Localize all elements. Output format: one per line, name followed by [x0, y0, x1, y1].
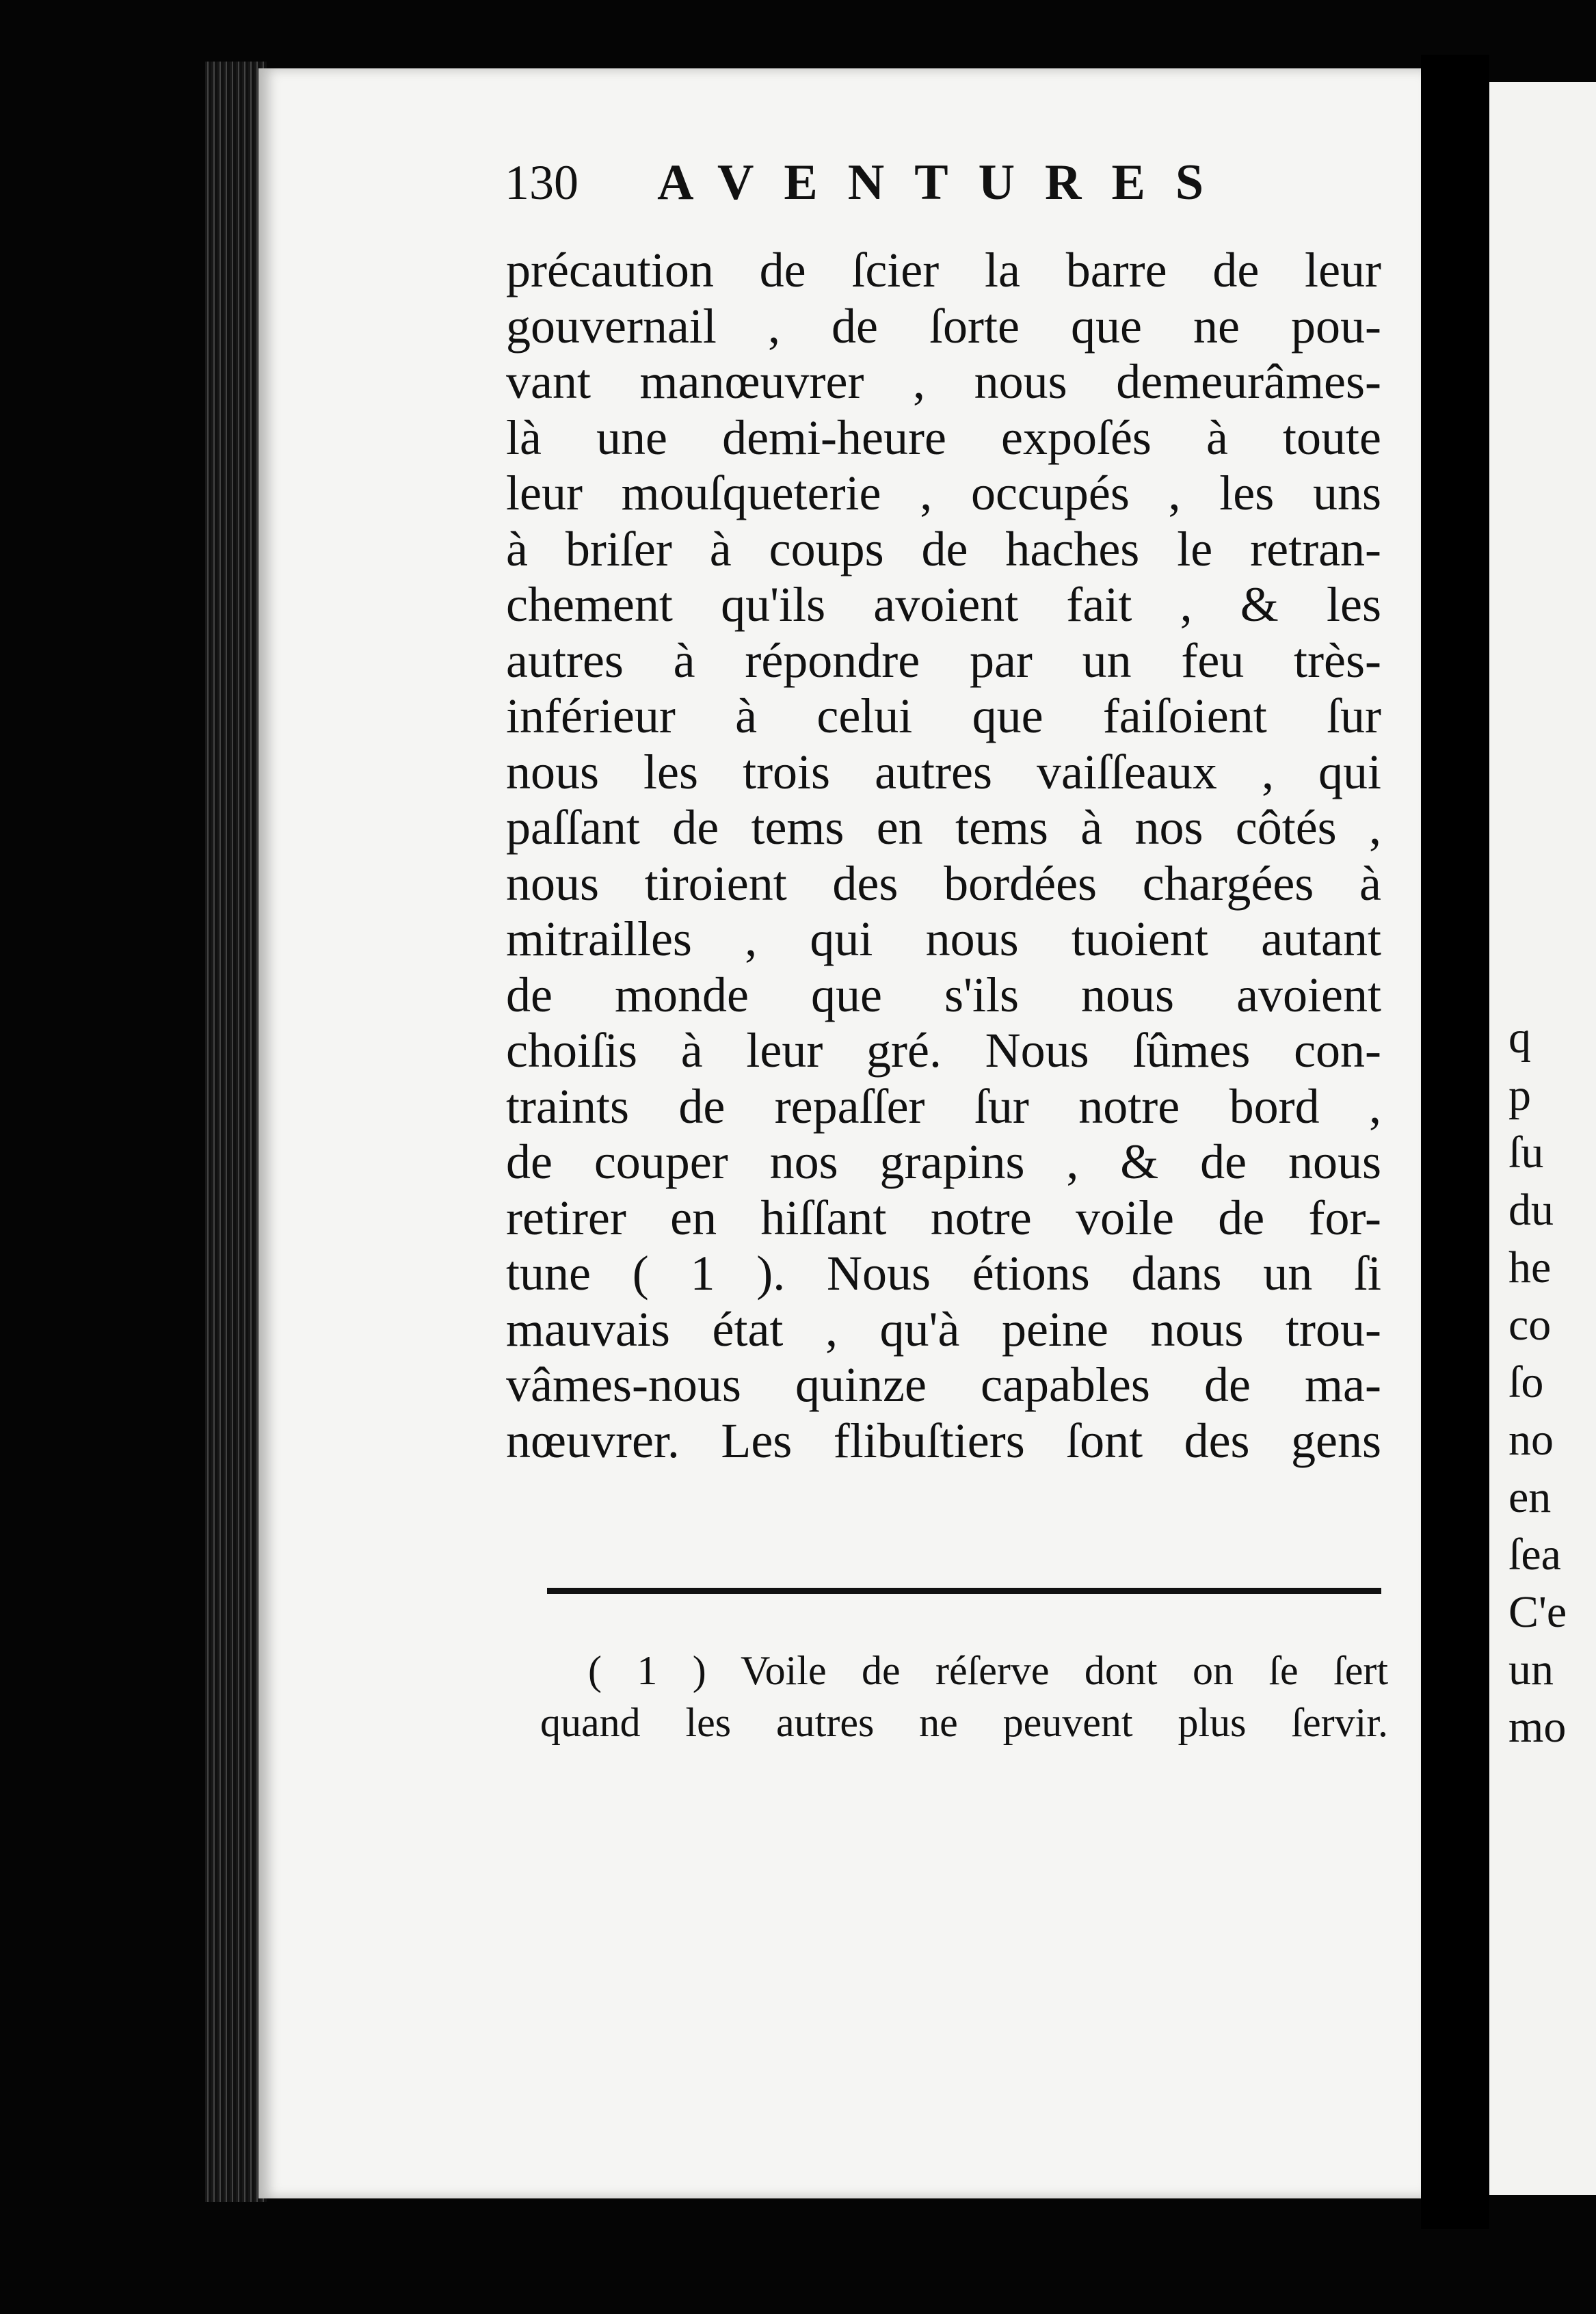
text-line: retirer en hiſſant notre voile de for- [506, 1190, 1381, 1245]
text-line: de couper nos grapins , & de nous [506, 1134, 1381, 1189]
adjacent-page-fragment: he [1508, 1242, 1552, 1292]
text-line: gouvernail , de ſorte que ne pou- [506, 298, 1381, 354]
text-line: de monde que s'ils nous avoient [506, 967, 1381, 1022]
adjacent-page-fragment: q [1508, 1013, 1531, 1063]
adjacent-page [1489, 82, 1596, 2195]
page-number: 130 [505, 155, 578, 210]
book-fore-edge [205, 62, 267, 2202]
text-line: vâmes-nous quinze capables de ma- [506, 1357, 1381, 1412]
text-line: mauvais état , qu'à peine nous trou- [506, 1301, 1381, 1357]
adjacent-page-fragment: ſea [1508, 1530, 1561, 1580]
footnote-separator-rule [547, 1588, 1381, 1594]
running-title: AVENTURES [657, 155, 1234, 211]
text-line: inférieur à celui que faiſoient ſur [506, 689, 1381, 743]
text-line: là une demi-heure expoſés à toute [506, 410, 1381, 465]
adjacent-page-fragment: en [1508, 1472, 1552, 1522]
text-line: nous les trois autres vaiſſeaux , qui [506, 744, 1381, 799]
text-line: à briſer à coups de haches le retran- [506, 521, 1381, 576]
adjacent-page-fragment: mo [1508, 1702, 1567, 1752]
text-line: nœuvrer. Les flibuſtiers ſont des gens [506, 1413, 1381, 1468]
text-line: vant manœuvrer , nous demeurâmes- [506, 354, 1381, 409]
text-line: paſſant de tems en tems à nos côtés , [506, 800, 1381, 855]
text-line: leur mouſqueterie , occupés , les uns [506, 466, 1381, 520]
adjacent-page-fragment: p [1508, 1070, 1531, 1120]
adjacent-page-fragment: no [1508, 1415, 1554, 1465]
text-line: nous tiroient des bordées chargées à [506, 855, 1381, 911]
text-line: tune ( 1 ). Nous étions dans un ſi [506, 1246, 1381, 1301]
text-line: choiſis à leur gré. Nous ſûmes con- [506, 1023, 1381, 1078]
page-header [505, 154, 1234, 212]
text-line: traints de repaſſer ſur notre bord , [506, 1078, 1381, 1134]
adjacent-page-fragment: ſu [1508, 1128, 1544, 1178]
footnote-line: quand les autres ne peuvent plus ſervir. [540, 1700, 1388, 1745]
book-gutter [1421, 55, 1489, 2229]
text-line: chement qu'ils avoient fait , & les [506, 577, 1381, 632]
text-line: mitrailles , qui nous tuoient autant [506, 912, 1381, 966]
body-text [506, 243, 1381, 1469]
footnote-line: ( 1 ) Voile de réſerve dont on ſe ſert [588, 1648, 1388, 1693]
text-line: précaution de ſcier la barre de leur [506, 243, 1381, 297]
adjacent-page-fragment: C'e [1508, 1587, 1567, 1637]
adjacent-page-fragment: du [1508, 1185, 1554, 1235]
adjacent-page-fragment: un [1508, 1645, 1554, 1694]
text-line: autres à répondre par un feu très- [506, 633, 1381, 688]
adjacent-page-fragment: ſo [1508, 1357, 1544, 1407]
footnote [540, 1645, 1388, 1748]
adjacent-page-fragment: co [1508, 1300, 1552, 1350]
